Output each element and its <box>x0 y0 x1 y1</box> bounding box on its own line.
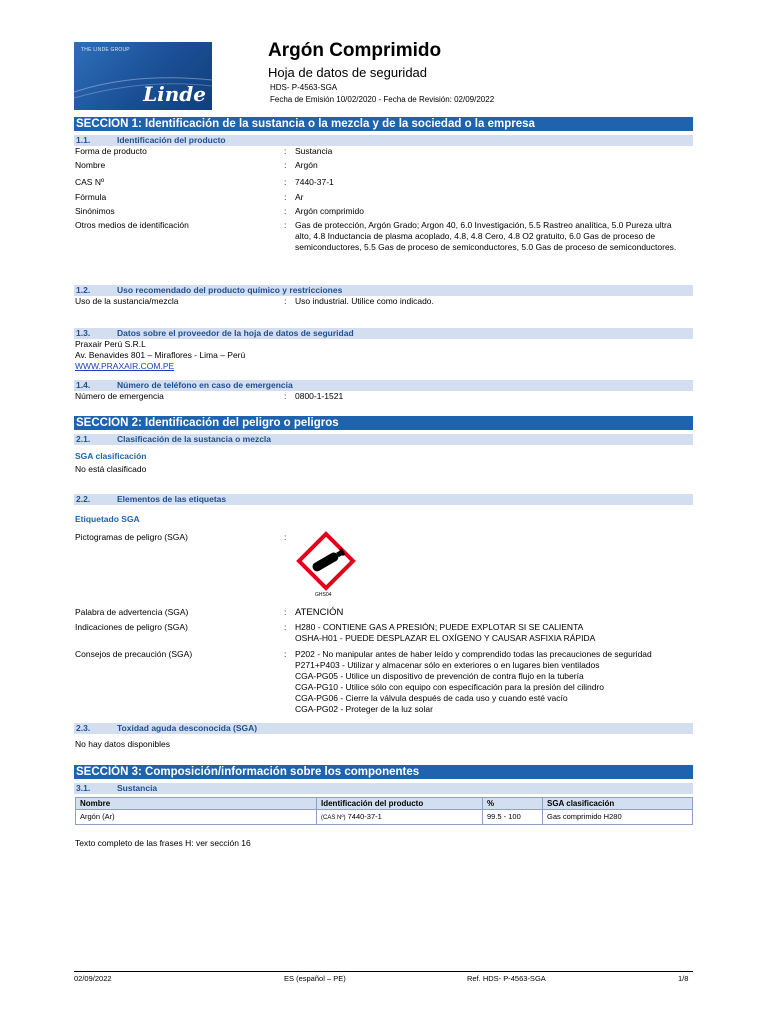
field-label: Consejos de precaución (SGA) <box>75 649 193 659</box>
footer-reference: Ref. HDS- P-4563-SGA <box>467 974 546 983</box>
component-name: Argón (Ar) <box>76 810 317 825</box>
sga-classification-text: No está clasificado <box>75 464 147 474</box>
field-label: Uso de la sustancia/mezcla <box>75 296 179 306</box>
precaution-line: CGA-PG10 - Utilice sólo con equipo con especificación para la presión del cilindro <box>295 682 604 692</box>
section-3-header: SECCIÓN 3: Composición/información sobre los componentes <box>74 765 693 779</box>
sga-classification-heading: SGA clasificación <box>75 451 147 461</box>
subsection-number: 1.3. <box>76 328 91 338</box>
field-label: Pictogramas de peligro (SGA) <box>75 532 188 542</box>
field-value: Gas de protección, Argón Grado; Argon 40, 6.0 Investigación, 5.5 Rastreo analítica, 5.0 Pureza ultra alto, 4.8 Inductancia de plasma acoplado, 4.8, 4.8 Cero, 4.8 O2 gratuito, 6.0 Gas de proceso de semiconductores, 5.5 Gas de proceso de semiconductores, 5.0 Gas de proceso de semiconductores. <box>295 220 677 252</box>
field-value: Argón comprimido <box>295 206 364 216</box>
field-label: Nombre <box>75 160 106 170</box>
supplier-name: Praxair Perú S.R.L <box>75 339 146 349</box>
subsection-title: Datos sobre el proveedor de la hoja de datos de seguridad <box>117 328 354 338</box>
logo-brand: Linde <box>143 82 206 106</box>
column-header: % <box>483 798 543 810</box>
field-label: Número de emergencia <box>75 391 164 401</box>
field-value: Argón <box>295 160 318 170</box>
field-label: CAS Nº <box>75 177 105 187</box>
footer-date: 02/09/2022 <box>74 974 112 983</box>
footer-language: ES (español – PE) <box>284 974 346 983</box>
cas-number: 7440-37-1 <box>347 812 382 821</box>
h-phrases-note: Texto completo de las frases H: ver sección 16 <box>75 838 251 848</box>
document-code: HDS- P-4563-SGA <box>270 83 338 92</box>
subsection-title: Identificación del producto <box>117 135 226 145</box>
precaution-line: CGA-PG02 - Proteger de la luz solar <box>295 704 433 714</box>
subsection-title: Clasificación de la sustancia o mezcla <box>117 434 272 444</box>
subsection-number: 3.1. <box>76 783 91 793</box>
field-label: Palabra de advertencia (SGA) <box>75 607 189 617</box>
precaution-line: CGA-PG05 - Utilice un dispositivo de prevención de contra flujo en la tubería <box>295 671 584 681</box>
subsection-1-2 <box>74 285 693 296</box>
column-header: Identificación del producto <box>317 798 483 810</box>
document-dates: Fecha de Emisión 10/02/2020 - Fecha de Revisión: 02/09/2022 <box>270 95 495 104</box>
composition-table <box>75 797 693 825</box>
component-id <box>317 810 483 825</box>
component-percent: 99.5 - 100 <box>483 810 543 825</box>
cas-prefix: (CAS Nº) <box>321 815 346 821</box>
subsection-1-3 <box>74 328 693 339</box>
hazard-line: OSHA-H01 - PUEDE DESPLAZAR EL OXÍGENO Y CAUSAR ASFIXIA RÁPIDA <box>295 633 596 643</box>
field-value: 7440-37-1 <box>295 177 334 187</box>
document-subtitle: Hoja de datos de seguridad <box>268 65 428 80</box>
subsection-1-4 <box>74 380 693 391</box>
precaution-line: CGA-PG06 - Cierre la válvula después de cada uso y cuando esté vacío <box>295 693 568 703</box>
logo-group-text: THE LINDE GROUP <box>81 47 130 53</box>
sga-label-heading: Etiquetado SGA <box>75 514 140 524</box>
table-row <box>76 810 693 825</box>
precaution-line: P271+P403 - Utilizar y almacenar sólo en exteriores o en lugares bien ventilados <box>295 660 600 670</box>
subsection-title: Toxidad aguda desconocida (SGA) <box>117 723 258 733</box>
subsection-title: Sustancia <box>117 783 158 793</box>
ghs-code-label: GHS04 <box>315 592 332 598</box>
signal-word: ATENCIÓN <box>295 607 344 618</box>
section-1-header: SECCION 1: Identificación de la sustancia o la mezcla y de la sociedad o la empresa <box>74 117 693 131</box>
toxicity-text: No hay datos disponibles <box>75 739 170 749</box>
subsection-number: 1.4. <box>76 380 91 390</box>
linde-logo <box>74 42 212 110</box>
subsection-number: 2.3. <box>76 723 91 733</box>
column-header: SGA clasificación <box>543 798 693 810</box>
subsection-number: 2.2. <box>76 494 91 504</box>
subsection-number: 1.1. <box>76 135 91 145</box>
subsection-2-3 <box>74 723 693 734</box>
supplier-address: Av. Benavides 801 – Miraflores - Lima – Perú <box>75 350 246 360</box>
field-label: Otros medios de identificación <box>75 220 189 230</box>
field-label: Indicaciones de peligro (SGA) <box>75 622 188 632</box>
field-label: Sinónimos <box>75 206 115 216</box>
field-label: Forma de producto <box>75 146 147 156</box>
document-title: Argón Comprimido <box>268 40 442 61</box>
table-header-row <box>76 798 693 810</box>
subsection-3-1 <box>74 783 693 794</box>
component-sga: Gas comprimido H280 <box>543 810 693 825</box>
page-footer <box>74 971 693 983</box>
footer-page-number: 1/8 <box>678 974 689 983</box>
field-value: Uso industrial. Utilice como indicado. <box>295 296 434 306</box>
subsection-1-1 <box>74 135 693 146</box>
subsection-number: 2.1. <box>76 434 91 444</box>
subsection-title: Elementos de las etiquetas <box>117 494 227 504</box>
gas-cylinder-icon <box>296 531 356 593</box>
precaution-line: P202 - No manipular antes de haber leído y comprendido todas las precauciones de seguridad <box>295 649 652 659</box>
field-value: Ar <box>295 192 304 202</box>
field-value: 0800-1-1521 <box>295 391 344 401</box>
column-header: Nombre <box>76 798 317 810</box>
subsection-title: Número de teléfono en caso de emergencia <box>117 380 293 390</box>
subsection-title: Uso recomendado del producto químico y restricciones <box>117 285 343 295</box>
supplier-website-link[interactable]: WWW.PRAXAIR.COM.PE <box>75 361 175 371</box>
subsection-2-2 <box>74 494 693 505</box>
field-value: Sustancia <box>295 146 333 156</box>
field-label: Fórmula <box>75 192 107 202</box>
sds-page: THE LINDE GROUP Linde Argón Comprimido Hoja de datos de seguridad HDS- P-4563-SGA Fecha de Emisión 10/02/2020 - Fecha de Revisión: 02/09/2022 SECCION 1: Identificación de la sustancia o la mezcla y de la sociedad o la empresa 1.1. Identificación del producto Forma de producto : Sustancia Nombre : Argón CAS Nº : 7440-37-1 Fórmula : Ar Sinónimos : Argón comprimido Otros medios de identificación : Gas de protección, Argón Grado; Argon 40, 6.0 Investigación, 5.5 Rastreo analítica, 5.0 Pureza ultra alto, 4.8 Inductancia de plasma acoplado, 4.8, 4.8 Cero, 4.8 O2 gratuito, 6.0 Gas de proceso de semiconductores, 5.5 Gas de proceso de semiconductores, 5.0 Gas de proceso de semiconductores. 1.2. Uso recomendado del producto químico y restricciones Uso de la sustancia/mezcla : Uso industrial. Utilice como indicado. 1.3. Datos sobre el proveedor de la hoja de datos de seguridad Praxair Perú S.R.L Av. Benavides 801 – Miraflores - Lima – Perú WWW.PRAXAIR.COM.PE 1.4. Número de teléfono en caso de emergencia Número de emergencia : 0800-1-1521 SECCION 2: Identificación del peligro o peligros 2.1. Clasificación de la sustancia o mezcla SGA clasificación No está clasificado 2.2. Elementos de las etiquetas Etiquetado SGA Pictogramas de peligro (SGA) : GHS04 Palabra de advertencia (SGA) : ATENCIÓN Indicaciones de peligro (SGA) : H280 - CONTIENE GAS A PRESIÓN; PUEDE EXPLOTAR SI SE CALIENTA OSHA-H01 - PUEDE DESPLAZAR EL OXÍGENO Y CAUSAR ASFIXIA RÁPIDA Consejos de precaución (SGA) : P202 - No manipular antes de haber leído y comprendido todas las precauciones de seguridad P271+P403 - Utilizar y almacenar sólo en exteriores o en lugares bien ventilados CGA-PG05 - Utilice un dispositivo de prevención de contra flujo en la tubería CGA-PG10 - Utilice sólo con equipo con especificación para la presión del cilindro CGA-PG06 - Cierre la válvula después de cada uso y cuando esté vacío CGA-PG02 - Proteger de la luz solar 2.3. Toxidad aguda desconocida (SGA) No hay datos disponibles SECCIÓN 3: Composición/información sobre los componentes 3.1. Sustancia Nombre Identificación del producto % SGA clasificación Argón (Ar) (CAS Nº) 7440-37-1 99.5 - 100 Gas comprimido H280 Texto completo de las frases H: ver sección 16 02/09/2022 ES (español – PE) Ref. HDS- P-4563-SGA 1/8 <box>0 0 768 1024</box>
section-2-header: SECCION 2: Identificación del peligro o peligros <box>74 416 693 430</box>
hazard-line: H280 - CONTIENE GAS A PRESIÓN; PUEDE EXPLOTAR SI SE CALIENTA <box>295 622 584 632</box>
subsection-2-1 <box>74 434 693 445</box>
subsection-number: 1.2. <box>76 285 91 295</box>
